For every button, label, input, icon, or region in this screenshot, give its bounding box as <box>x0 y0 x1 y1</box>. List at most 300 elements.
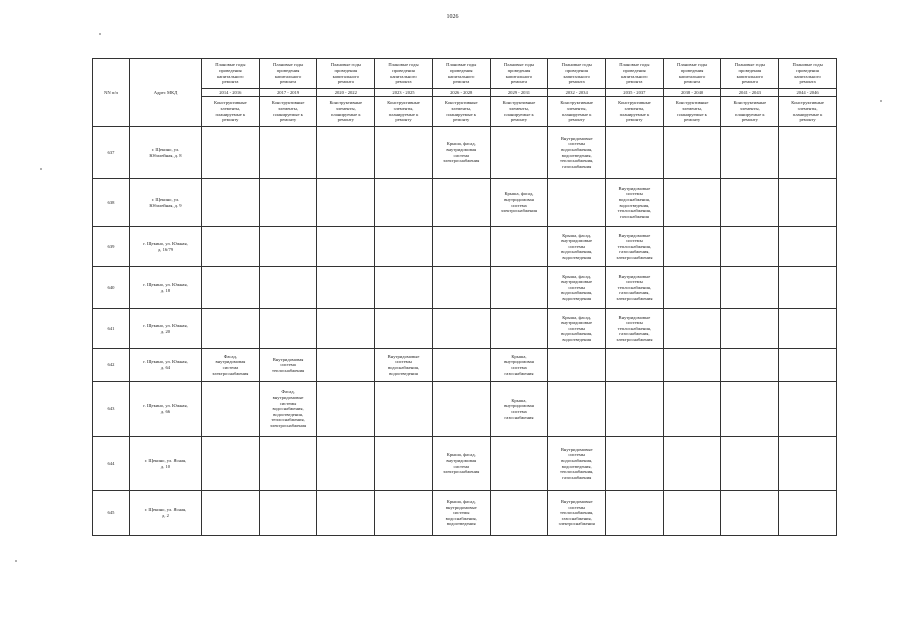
elements-header <box>779 97 837 127</box>
empty-cell <box>548 179 606 227</box>
planned-elements-cell <box>548 127 606 179</box>
table-row <box>93 227 837 267</box>
empty-cell <box>721 382 779 437</box>
period-header-line: капитального <box>794 73 821 79</box>
table-row <box>93 349 837 382</box>
empty-cell <box>317 491 375 536</box>
empty-cell <box>375 179 433 227</box>
elements-header-line: планируемые к <box>735 111 765 117</box>
scan-speck <box>40 168 42 170</box>
period-header-line: проведения <box>507 67 531 73</box>
empty-cell <box>721 267 779 309</box>
elements-header-row <box>93 97 837 127</box>
row-address <box>130 437 202 491</box>
row-number: 637 <box>93 127 130 179</box>
element-line: Крыша, фасад, <box>446 141 476 147</box>
elements-header-line: элементы, <box>278 105 299 111</box>
period-years: 2017 - 2019 <box>259 89 317 97</box>
elements-header-line: Конструктивные <box>387 100 420 106</box>
period-header-line: капитального <box>448 73 475 79</box>
empty-cell <box>202 491 260 536</box>
empty-cell <box>721 227 779 267</box>
empty-cell <box>490 491 548 536</box>
planned-elements-cell <box>375 349 433 382</box>
table-body <box>93 127 837 536</box>
period-years: 2038 - 2040 <box>663 89 721 97</box>
elements-header <box>548 97 606 127</box>
elements-header-line: Конструктивные <box>675 100 709 106</box>
element-line: внутридомовая <box>215 359 246 365</box>
empty-cell <box>721 349 779 382</box>
planned-elements-cell <box>606 309 664 349</box>
elements-header-line: Конструктивные <box>271 100 305 106</box>
period-header-line: Плановые годы <box>619 62 650 68</box>
elements-header <box>663 97 721 127</box>
empty-cell <box>548 382 606 437</box>
element-line: водоснабжения, <box>561 249 593 255</box>
element-line: Крыша, фасад, <box>446 499 476 505</box>
row-number: 639 <box>93 227 130 267</box>
element-line: система <box>280 362 296 368</box>
period-header-line: капитального <box>274 73 302 79</box>
empty-cell <box>432 382 490 437</box>
address-line: д. 18 <box>160 287 171 293</box>
planned-elements-cell <box>606 267 664 309</box>
element-line: Фасад, <box>223 353 237 359</box>
elements-header-line: элементы, <box>393 105 414 111</box>
elements-header-line: ремонту <box>568 117 585 123</box>
empty-cell <box>202 382 260 437</box>
elements-header <box>259 97 317 127</box>
period-header <box>606 59 664 89</box>
empty-cell <box>779 349 837 382</box>
empty-cell <box>548 349 606 382</box>
planned-elements-cell <box>548 227 606 267</box>
planned-elements-cell <box>548 437 606 491</box>
empty-cell <box>663 227 721 267</box>
element-line: внутридомовые <box>561 279 593 285</box>
element-line: теплоснабжения, <box>560 469 594 475</box>
empty-cell <box>202 437 260 491</box>
row-number: 640 <box>93 267 130 309</box>
row-number: 641 <box>93 309 130 349</box>
empty-cell <box>432 349 490 382</box>
elements-header-line: ремонту <box>683 117 701 123</box>
period-header-line: ремонта <box>453 79 470 85</box>
empty-cell <box>663 267 721 309</box>
period-years: 2029 - 2031 <box>490 89 548 97</box>
empty-cell <box>259 491 317 536</box>
planned-elements-cell <box>202 349 260 382</box>
element-line: Внутридомовые <box>387 353 420 359</box>
empty-cell <box>375 267 433 309</box>
element-line: системы <box>568 284 585 290</box>
empty-cell <box>721 309 779 349</box>
elements-header-line: Конструктивные <box>444 100 478 106</box>
element-line: электроснабжения <box>443 469 480 475</box>
elements-header-line: ремонту <box>395 117 412 123</box>
elements-header-line: элементы, <box>509 105 529 111</box>
element-line: системы <box>626 320 643 326</box>
element-line: системы <box>452 510 470 516</box>
element-line: электроснабжения <box>500 208 537 214</box>
empty-cell <box>202 267 260 309</box>
empty-cell <box>779 491 837 536</box>
element-line: газоснабжения <box>504 414 534 420</box>
capital-repair-schedule-table <box>92 58 837 536</box>
period-header <box>779 59 837 89</box>
element-line: Внутридомовые <box>560 499 593 505</box>
period-header-line: ремонта <box>337 79 354 85</box>
period-header-line: капитального <box>217 73 244 79</box>
planned-elements-cell <box>432 127 490 179</box>
empty-cell <box>490 309 548 349</box>
table-row <box>93 179 837 227</box>
row-address <box>130 491 202 536</box>
period-years: 2041 - 2043 <box>721 89 779 97</box>
address-line: г. Щекино, ул. Южная, <box>143 240 188 246</box>
element-line: система <box>453 463 469 469</box>
element-line: газоснабжения, <box>619 290 650 296</box>
period-header-line: проведения <box>796 67 819 73</box>
element-line: водоснабжения, <box>561 457 593 463</box>
element-line: внутридомовая <box>446 146 477 152</box>
elements-header-line: Конструктивные <box>214 100 247 106</box>
elements-header-line: Конструктивные <box>329 100 363 106</box>
empty-cell <box>259 127 317 179</box>
empty-cell <box>375 491 433 536</box>
empty-cell <box>317 179 375 227</box>
address-line: д. 64 <box>160 365 171 370</box>
empty-cell <box>432 227 490 267</box>
empty-cell <box>606 491 664 536</box>
element-line: внутридомовые <box>561 320 593 326</box>
element-line: внутридомовые <box>561 238 593 244</box>
empty-cell <box>663 382 721 437</box>
period-header <box>432 59 490 89</box>
empty-cell <box>202 179 260 227</box>
period-header-line: Плановые годы <box>734 62 765 68</box>
empty-cell <box>490 127 548 179</box>
element-line: Крыша, фасад, <box>562 232 592 238</box>
empty-cell <box>202 227 260 267</box>
row-address <box>130 382 202 437</box>
element-line: электроснабжения <box>212 370 249 376</box>
period-header <box>490 59 548 89</box>
planned-elements-cell <box>432 437 490 491</box>
empty-cell <box>375 437 433 491</box>
element-line: электроснабжения <box>616 336 653 342</box>
address-line: г. Щекино, ул. Ясная, <box>144 507 187 513</box>
years-row <box>93 89 837 97</box>
period-header-line: проведения <box>392 67 415 73</box>
scan-speck <box>880 100 882 102</box>
empty-cell <box>259 437 317 491</box>
period-header-line: капитального <box>678 73 706 79</box>
period-header-line: проведения <box>219 67 242 73</box>
empty-cell <box>779 437 837 491</box>
period-header <box>202 59 260 89</box>
empty-cell <box>663 179 721 227</box>
period-years: 2014 - 2016 <box>202 89 260 97</box>
element-line: водоснабжения, <box>445 515 477 521</box>
element-line: водоснабжения, <box>618 196 650 202</box>
empty-cell <box>317 227 375 267</box>
empty-cell <box>202 127 260 179</box>
period-header-line: ремонта <box>395 79 412 85</box>
table-row <box>93 309 837 349</box>
empty-cell <box>606 127 664 179</box>
element-line: системы <box>626 279 643 285</box>
element-line: внутридомовые <box>445 504 477 510</box>
element-line: системы <box>568 325 585 331</box>
empty-cell <box>606 437 664 491</box>
elements-header-line: ремонту <box>799 117 816 123</box>
period-header-line: проведения <box>738 67 762 73</box>
period-years: 2023 - 2025 <box>375 89 433 97</box>
row-address <box>130 267 202 309</box>
elements-header-line: ремонту <box>510 117 528 123</box>
element-line: система <box>222 365 239 370</box>
element-line: водоотведения <box>389 370 418 376</box>
period-header-line: Плановые годы <box>215 62 246 68</box>
empty-cell <box>779 227 837 267</box>
address-line: д. 10 <box>160 463 171 469</box>
planned-elements-cell <box>548 491 606 536</box>
element-line: системы <box>626 238 643 244</box>
empty-cell <box>606 349 664 382</box>
element-line: газоснабжения, <box>561 515 592 521</box>
period-header-line: Плановые годы <box>272 62 304 68</box>
planned-elements-cell <box>259 382 317 437</box>
empty-cell <box>259 309 317 349</box>
empty-cell <box>317 127 375 179</box>
elements-header-line: Конструктивные <box>502 100 536 106</box>
elements-header-line: ремонту <box>337 117 354 123</box>
column-header-address: Адрес МКД <box>130 59 202 127</box>
row-address <box>130 227 202 267</box>
element-line: теплоснабжения, <box>560 510 594 516</box>
element-line: Внутридомовые <box>618 273 651 279</box>
empty-cell <box>432 179 490 227</box>
element-line: Внутридомовые <box>560 446 593 452</box>
element-line: внутридомовая <box>504 359 534 365</box>
elements-header-line: планируемые к <box>561 111 592 117</box>
row-address <box>130 349 202 382</box>
empty-cell <box>779 179 837 227</box>
scan-speck <box>99 33 101 35</box>
period-header <box>548 59 606 89</box>
address-line: г. Щекино, ул. Южная, <box>143 322 188 328</box>
period-header <box>721 59 779 89</box>
element-line: Внутридомовая <box>272 356 304 362</box>
element-line: электроснабжения <box>616 254 653 260</box>
element-line: водоотведения, <box>619 202 650 208</box>
elements-header-line: элементы, <box>451 105 472 111</box>
elements-header <box>432 97 490 127</box>
empty-cell <box>721 127 779 179</box>
element-line: Крыша, <box>511 353 527 359</box>
table-row <box>93 267 837 309</box>
element-line: электроснабжения <box>558 521 595 527</box>
elements-header-line: планируемые к <box>504 111 534 117</box>
element-line: Внутридомовые <box>618 314 651 320</box>
element-line: системы <box>395 359 412 365</box>
element-line: внутридомовая <box>504 196 534 202</box>
elements-header-line: ремонту <box>279 117 297 123</box>
element-line: Фасад, <box>281 389 295 395</box>
row-number: 643 <box>93 382 130 437</box>
element-line: системы <box>568 452 585 458</box>
empty-cell <box>663 127 721 179</box>
element-line: теплоснабжения, <box>617 208 652 214</box>
empty-cell <box>375 227 433 267</box>
address-line: г. Щекино, ул. <box>151 196 180 202</box>
row-address <box>130 309 202 349</box>
empty-cell <box>317 267 375 309</box>
elements-header-line: Конструктивные <box>791 100 824 106</box>
element-line: газоснабжения <box>562 474 592 480</box>
period-years: 2044 - 2046 <box>779 89 837 97</box>
elements-header-line: элементы, <box>220 105 241 111</box>
period-years: 2026 - 2028 <box>432 89 490 97</box>
period-header-line: капитального <box>332 73 359 79</box>
element-line: газоснабжения <box>619 213 649 219</box>
row-address <box>130 127 202 179</box>
row-number: 638 <box>93 179 130 227</box>
element-line: Внутридомовые <box>618 232 651 238</box>
element-line: водоотведения <box>562 295 592 301</box>
planned-elements-cell <box>432 491 490 536</box>
element-line: Внутридомовые <box>618 185 651 191</box>
elements-header-line: Конструктивные <box>560 100 593 106</box>
element-line: система <box>453 152 469 158</box>
planned-elements-cell <box>548 309 606 349</box>
element-line: электроснабжения <box>270 422 307 428</box>
period-header-line: капитального <box>505 73 533 79</box>
element-line: Внутридомовые <box>560 135 593 141</box>
address-line: г. Щекино, ул. Южная, <box>143 359 188 365</box>
period-header-line: ремонта <box>799 79 816 85</box>
address-line: д. 16/79 <box>157 246 174 252</box>
element-line: водоотведения <box>562 254 592 260</box>
period-header <box>663 59 721 89</box>
elements-header-line: элементы, <box>797 105 818 111</box>
period-header-line: ремонта <box>568 79 585 85</box>
elements-header-line: ремонту <box>453 117 470 123</box>
scan-speck <box>15 560 17 562</box>
row-number: 645 <box>93 491 130 536</box>
elements-header-line: ремонту <box>626 117 643 123</box>
row-number: 644 <box>93 437 130 491</box>
empty-cell <box>779 127 837 179</box>
element-line: теплоснабжения, <box>617 325 652 331</box>
empty-cell <box>317 382 375 437</box>
period-header-line: ремонта <box>626 79 643 85</box>
element-line: водоснабжения, <box>272 406 304 412</box>
elements-header-line: элементы, <box>566 105 587 111</box>
column-header-number: NN п/п <box>93 59 130 127</box>
empty-cell <box>317 437 375 491</box>
planned-elements-cell <box>490 179 548 227</box>
empty-cell <box>490 437 548 491</box>
element-line: электроснабжения <box>443 158 480 164</box>
elements-header-line: элементы, <box>682 105 703 111</box>
empty-cell <box>317 349 375 382</box>
empty-cell <box>375 382 433 437</box>
elements-header-line: планируемые к <box>388 111 419 117</box>
period-header-line: Плановые годы <box>503 62 535 68</box>
empty-cell <box>721 179 779 227</box>
period-header-line: ремонта <box>222 79 239 85</box>
row-number: 642 <box>93 349 130 382</box>
element-line: теплоснабжения, <box>271 417 305 423</box>
planned-elements-cell <box>490 382 548 437</box>
element-line: теплоснабжения <box>272 367 305 373</box>
element-line: системы <box>568 504 585 510</box>
elements-header <box>375 97 433 127</box>
empty-cell <box>606 382 664 437</box>
address-line: д. 20 <box>160 328 171 334</box>
elements-header-line: ремонту <box>741 117 758 123</box>
element-line: теплоснабжения, <box>617 284 652 290</box>
empty-cell <box>663 349 721 382</box>
element-line: Крыша, фасад, <box>504 191 534 197</box>
element-line: водоснабжения, <box>561 146 593 152</box>
element-line: водоотведения, <box>561 463 592 469</box>
elements-header <box>606 97 664 127</box>
element-line: теплоснабжения, <box>560 158 594 164</box>
element-line: Крыша, фасад, <box>562 314 592 320</box>
empty-cell <box>721 437 779 491</box>
address-line: д. 66 <box>160 409 171 414</box>
period-header-row <box>93 59 837 89</box>
address-line: г. Щекино, ул. Южная, <box>143 403 188 409</box>
element-line: газоснабжения, <box>619 331 650 337</box>
empty-cell <box>490 227 548 267</box>
elements-header-line: планируемые к <box>446 111 477 117</box>
empty-cell <box>721 491 779 536</box>
empty-cell <box>663 437 721 491</box>
period-header-line: капитального <box>563 73 590 79</box>
period-header-line: ремонта <box>280 79 297 85</box>
element-line: водоотведения, <box>561 152 592 158</box>
empty-cell <box>202 309 260 349</box>
elements-header <box>202 97 260 127</box>
empty-cell <box>432 267 490 309</box>
element-line: электроснабжения <box>616 295 653 301</box>
element-line: Крыша, <box>511 397 527 403</box>
element-line: внутридомовая <box>504 403 534 409</box>
elements-header-line: Конструктивные <box>733 100 767 106</box>
empty-cell <box>490 267 548 309</box>
element-line: теплоснабжения, <box>617 243 652 249</box>
period-header-line: капитального <box>736 73 764 79</box>
element-line: водоотведения <box>446 521 476 527</box>
elements-header <box>721 97 779 127</box>
page-number: 1026 <box>446 14 459 20</box>
period-header-line: Плановые годы <box>388 62 419 68</box>
empty-cell <box>663 491 721 536</box>
elements-header-line: элементы, <box>739 105 760 111</box>
row-address <box>130 179 202 227</box>
empty-cell <box>663 309 721 349</box>
address-line: д. 2 <box>162 513 169 518</box>
elements-header-line: планируемые к <box>273 111 303 117</box>
empty-cell <box>779 309 837 349</box>
address-line: г. Щекино, ул. Южная, <box>143 281 188 287</box>
element-line: Крыша, фасад, <box>562 273 592 279</box>
